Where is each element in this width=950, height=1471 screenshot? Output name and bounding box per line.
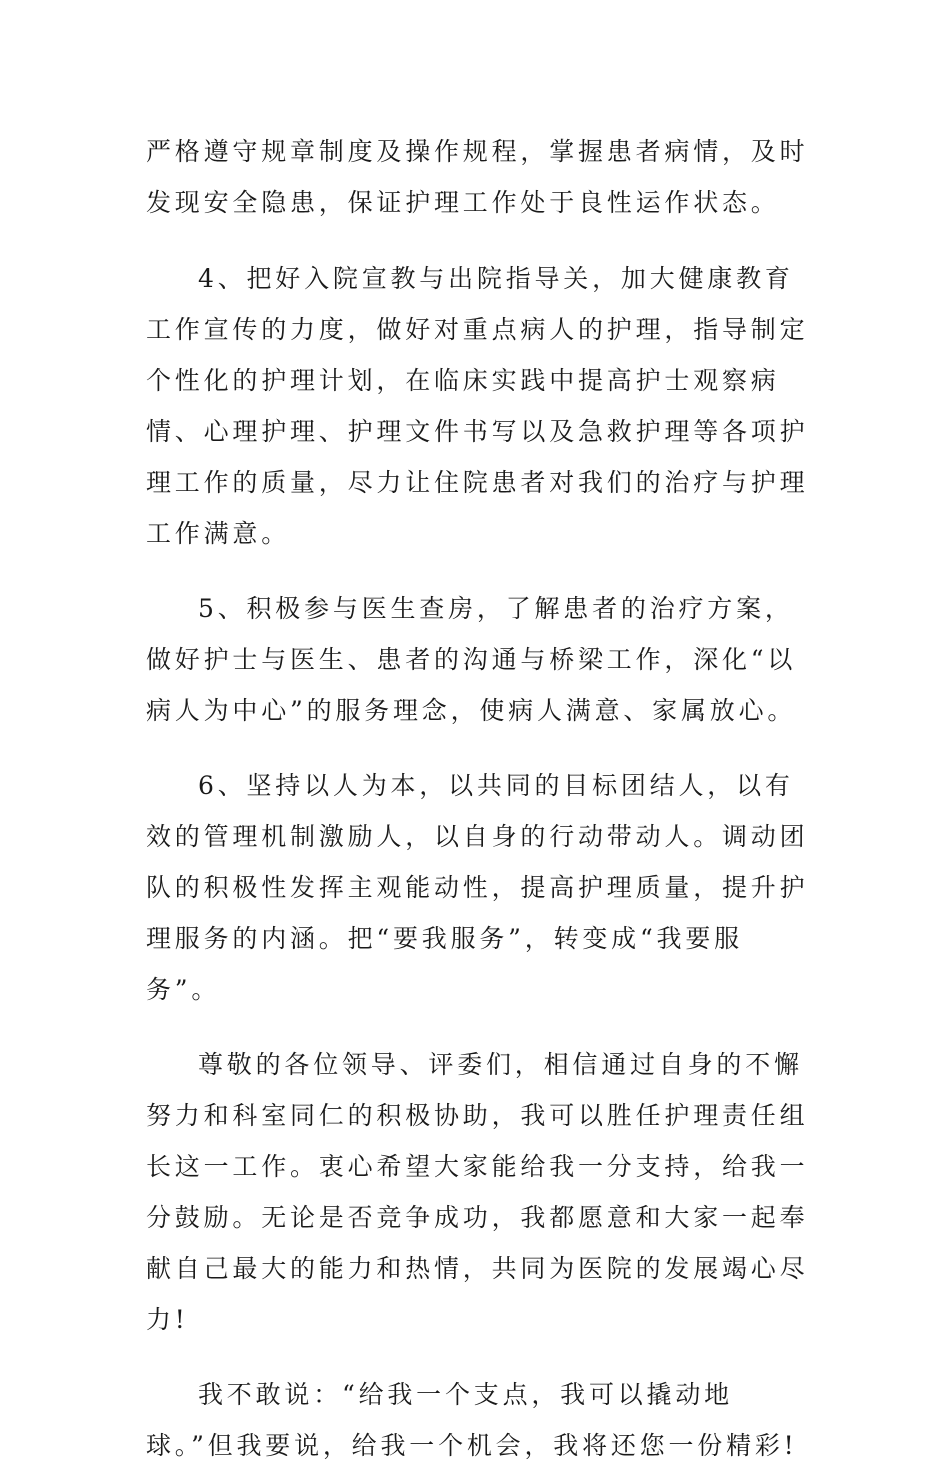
paragraph-final: 我不敢说：“给我一个支点，我可以撬动地球。”但我要说，给我一个机会，我将还您一份精彩! [146,1380,798,1460]
document-body [146,126,810,1471]
paragraph-item-5: 5、积极参与医生查房，了解患者的治疗方案，做好护士与医生、患者的沟通与桥梁工作，深化“以病人为中心”的服务理念，使病人满意、家属放心。 [146,594,797,725]
paragraph-1: 严格遵守规章制度及操作规程，掌握患者病情，及时发现安全隐患，保证护理工作处于良性运作状态。 [146,137,809,217]
paragraph-item-6: 6、坚持以人为本，以共同的目标团结人，以有效的管理机制激励人，以自身的行动带动人。调动团队的积极性发挥主观能动性，提高护理质量，提升护理服务的内涵。把“要我服务”，转变成“我要服务”。 [146,771,809,1004]
paragraph-item-4: 4、把好入院宣教与出院指导关，加大健康教育工作宣传的力度，做好对重点病人的护理，指导制定个性化的护理计划，在临床实践中提高护士观察病情、心理护理、护理文件书写以及急救护理等各项护理工作的质量，尽力让住院患者对我们的治疗与护理工作满意。 [146,264,809,548]
paragraph-closing: 尊敬的各位领导、评委们，相信通过自身的不懈努力和科室同仁的积极协助，我可以胜任护理责任组长这一工作。衷心希望大家能给我一分支持，给我一分鼓励。无论是否竞争成功，我都愿意和大家一起奉献自己最大的能力和热情，共同为医院的发展竭心尽力! [146,1050,809,1334]
